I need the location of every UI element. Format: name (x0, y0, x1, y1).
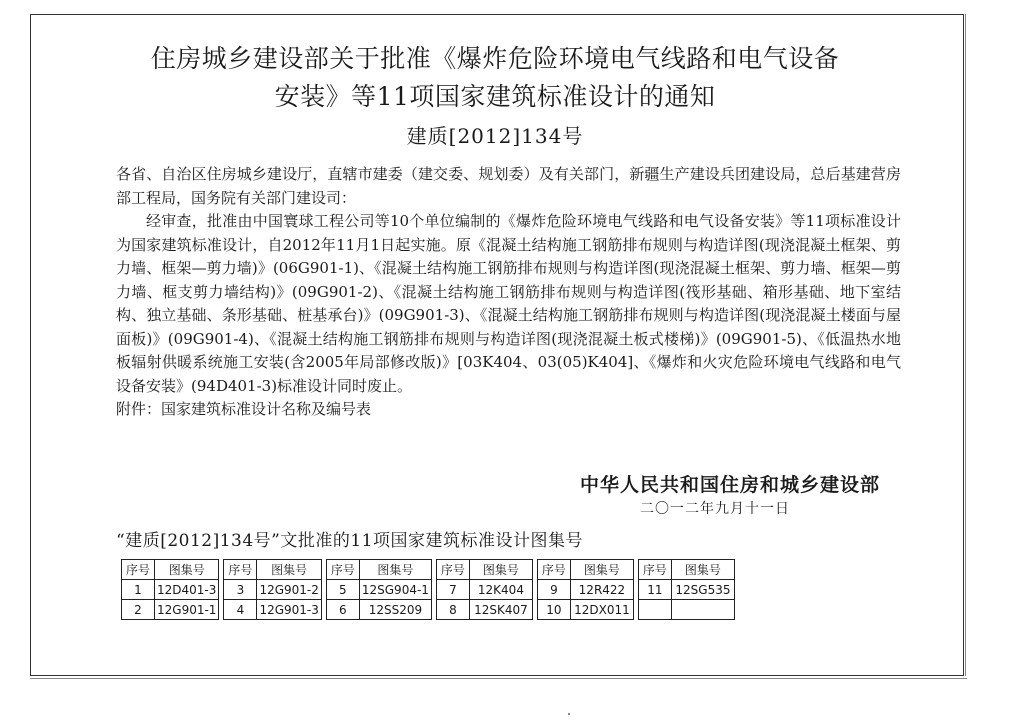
serial-number: 5 (326, 580, 359, 600)
serial-number: 2 (122, 600, 155, 620)
header-no: 序号 (436, 560, 469, 580)
serial-number: 8 (436, 600, 469, 620)
scan-speck (568, 713, 570, 715)
title-line-2: 安装》等11项国家建筑标准设计的通知 (274, 82, 716, 111)
header-code: 图集号 (155, 560, 219, 580)
header-no: 序号 (638, 560, 671, 580)
serial-number: 11 (638, 580, 671, 600)
header-code: 图集号 (570, 560, 633, 580)
header-no: 序号 (122, 560, 155, 580)
header-no: 序号 (224, 560, 257, 580)
right-edge-line (965, 14, 966, 676)
atlas-code: 12SG904-1 (359, 580, 431, 600)
header-no: 序号 (326, 560, 359, 580)
issue-date: 二〇一二年九月十一日 (640, 501, 790, 517)
serial-number: 9 (537, 580, 570, 600)
header-code: 图集号 (359, 560, 431, 580)
atlas-code: 12G901-2 (257, 580, 321, 600)
addressee: 各省、自治区住房城乡建设厅，直辖市建委（建交委、规划委）及有关部门，新疆生产建设兵团建设局，总后基建营房部工程局，国务院有关部门建设司： (116, 165, 901, 207)
table-header-row (122, 560, 735, 580)
title-line-1: 住房城乡建设部关于批准《爆炸危险环境电气线路和电气设备 (150, 44, 840, 73)
atlas-code: 12SS209 (359, 600, 431, 620)
serial-number: 3 (224, 580, 257, 600)
header-code: 图集号 (671, 560, 734, 580)
atlas-code: 12K404 (469, 580, 532, 600)
atlas-code: 12G901-3 (257, 600, 321, 620)
header-code: 图集号 (257, 560, 321, 580)
header-code: 图集号 (469, 560, 532, 580)
atlas-code: 12SK407 (469, 600, 532, 620)
notice-title (60, 40, 930, 116)
serial-number: 7 (436, 580, 469, 600)
issuing-authority: 中华人民共和国住房和城乡建设部 (579, 474, 880, 496)
atlas-code: 12R422 (570, 580, 633, 600)
table-row (122, 580, 735, 600)
attachment-line: 附件：国家建筑标准设计名称及编号表 (116, 400, 372, 418)
bottom-edge-line (30, 678, 967, 679)
serial-number: 4 (224, 600, 257, 620)
atlas-code: 12SG535 (671, 580, 734, 600)
serial-number: 6 (326, 600, 359, 620)
document-number: 建质[2012]134号 (406, 124, 584, 148)
body-paragraph: 经审查，批准由中国寰球工程公司等10个单位编制的《爆炸危险环境电气线路和电气设备安装》等11项标准设计为国家建筑标准设计，自2012年11月1日起实施。原《混凝土结构施工钢筋排布规则与构造详图(现浇混凝土框架、剪力墙、框架—剪力墙)》(06G901-1)、《混凝土结构施工钢筋排布规则与构造详图(现浇混凝土框架、剪力墙、框架—剪力墙、框支剪力墙结构)》(09G901-2)、《混凝土结构施工钢筋排布规则与构造详图(筏形基础、箱形基础、地下室结构、独立基础、条形基础、桩基承台)》(09G901-3)、《混凝土结构施工钢筋排布规则与构造详图(现浇混凝土楼面与屋面板)》(09G901-4)、《混凝土结构施工钢筋排布规则与构造详图(现浇混凝土板式楼梯)》(09G901-5)、《低温热水地板辐射供暖系统施工安装(含2005年局部修改版)》[03K404、03(05)K404]、《爆炸和火灾危险环境电气线路和电气设备安装》(94D401-3)标准设计同时废止。 (116, 212, 901, 395)
header-no: 序号 (537, 560, 570, 580)
table-caption: “建质[2012]134号”文批准的11项国家建筑标准设计图集号 (116, 531, 583, 551)
atlas-code: 12D401-3 (155, 580, 219, 600)
atlas-code: 12DX011 (570, 600, 633, 620)
table-row (122, 600, 735, 620)
serial-number: 10 (537, 600, 570, 620)
serial-number (638, 600, 671, 620)
standard-list-table (121, 559, 735, 620)
serial-number: 1 (122, 580, 155, 600)
notice-body (116, 163, 901, 422)
atlas-code (671, 600, 734, 620)
atlas-code: 12G901-1 (155, 600, 219, 620)
